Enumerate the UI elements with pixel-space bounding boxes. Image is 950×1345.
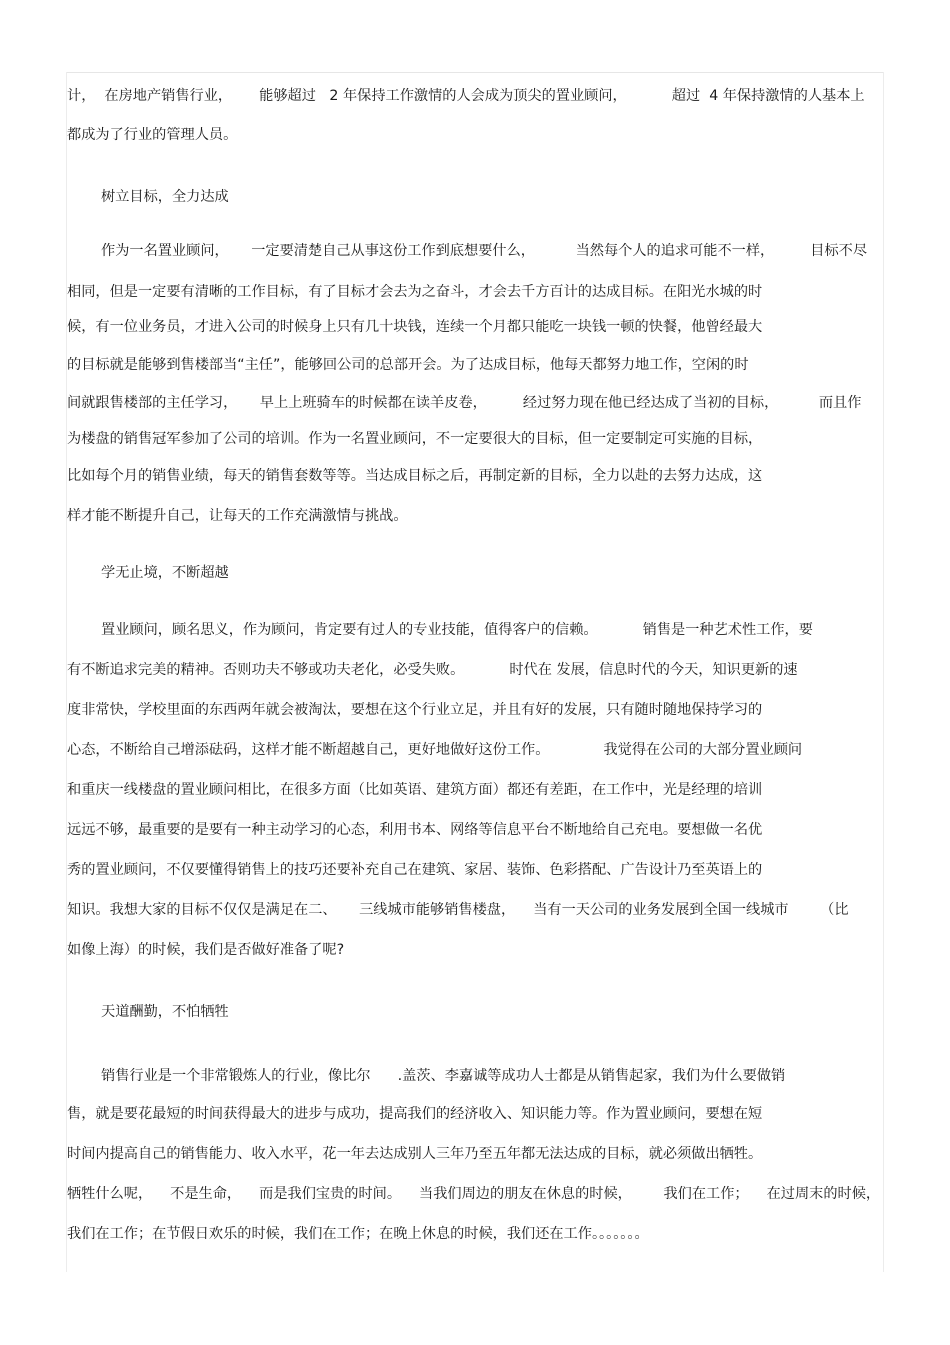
text-line: 秀的置业顾问，不仅要懂得销售上的技巧还要补充自己在建筑、家居、装饰、色彩搭配、广告设计乃至英语上的 xyxy=(67,862,763,878)
text-line: 如像上海）的时候，我们是否做好准备了呢? xyxy=(67,942,345,958)
text-line: 远远不够，最重要的是要有一种主动学习的心态，利用书本、网络等信息平台不断地给自己充电。要想做一名优 xyxy=(67,822,763,838)
text-line: 和重庆一线楼盘的置业顾问相比，在很多方面（比如英语、建筑方面）都还有差距，在工作中，光是经理的培训 xyxy=(67,782,763,798)
text-line: 的目标就是能够到售楼部当“主任”，能够回公司的总部开会。为了达成目标，他每天都努力地工作，空闲的时 xyxy=(67,357,749,373)
page-border-top xyxy=(66,72,884,73)
section-heading: 树立目标，全力达成 xyxy=(101,189,229,205)
page-border-right xyxy=(883,72,884,1272)
text-line: 为楼盘的销售冠军参加了公司的培训。作为一名置业顾问，不一定要很大的目标，但一定要制定可实施的目标， xyxy=(67,431,763,447)
text-line: 我们在工作；在节假日欢乐的时候，我们在工作；在晚上休息的时候，我们还在工作。。。。。。。 xyxy=(67,1226,649,1242)
text-line: 样才能不断提升自己，让每天的工作充满激情与挑战。 xyxy=(67,508,408,524)
text-line: 售，就是要花最短的时间获得最大的进步与成功，提高我们的经济收入、知识能力等。作为置业顾问，要想在短 xyxy=(67,1106,763,1122)
text-line: 有不断追求完美的精神。否则功夫不够或功夫老化，必受失败。 时代在 发展，信息时代的今天，知识更新的速 xyxy=(67,662,798,678)
text-line: 候，有一位业务员，才进入公司的时候身上只有几十块钱，连续一个月都只能吃一块钱一顿的快餐，他曾经最大 xyxy=(67,319,763,335)
text-line: 计， 在房地产销售行业， 能够超过 2 年保持工作激情的人会成为顶尖的置业顾问， 超过 4 年保持激情的人基本上 xyxy=(67,88,865,104)
text-line: 销售行业是一个非常锻炼人的行业，像比尔 .盖茨、李嘉诚等成功人士都是从销售起家，我们为什么要做销 xyxy=(101,1068,786,1084)
text-line: 相同，但是一定要有清晰的工作目标，有了目标才会去为之奋斗，才会去千方百计的达成目标。在阳光水城的时 xyxy=(67,284,763,300)
text-line: 知识。我想大家的目标不仅仅是满足在二、 三线城市能够销售楼盘， 当有一天公司的业务发展到全国一线城市 （比 xyxy=(67,902,849,918)
text-line: 心态，不断给自己增添砝码，这样才能不断超越自己，更好地做好这份工作。 我觉得在公司的大部分置业顾问 xyxy=(67,742,803,758)
section-heading: 天道酬勤，不怕牺牲 xyxy=(101,1004,229,1020)
text-line: 间就跟售楼部的主任学习， 早上上班骑车的时候都在读羊皮卷， 经过努力现在他已经达成了当初的目标， 而且作 xyxy=(67,395,862,411)
text-line: 度非常快，学校里面的东西两年就会被淘汰，要想在这个行业立足，并且有好的发展，只有随时随地保持学习的 xyxy=(67,702,763,718)
text-line: 时间内提高自己的销售能力、收入水平，花一年去达成别人三年乃至五年都无法达成的目标，就必须做出牺牲。 xyxy=(67,1146,763,1162)
section-heading: 学无止境，不断超越 xyxy=(101,565,229,581)
text-line: 牺牲什么呢， 不是生命， 而是我们宝贵的时间。 当我们周边的朋友在休息的时候， 我们在工作； 在过周末的时候， xyxy=(67,1186,881,1202)
text-line: 作为一名置业顾问， 一定要清楚自己从事这份工作到底想要什么， 当然每个人的追求可能不一样， 目标不尽 xyxy=(101,243,868,259)
text-line: 都成为了行业的管理人员。 xyxy=(67,127,238,143)
text-line: 比如每个月的销售业绩，每天的销售套数等等。当达成目标之后，再制定新的目标，全力以赴的去努力达成，这 xyxy=(67,468,763,484)
text-line: 置业顾问，顾名思义，作为顾问，肯定要有过人的专业技能，值得客户的信赖。 销售是一种艺术性工作，要 xyxy=(101,622,813,638)
